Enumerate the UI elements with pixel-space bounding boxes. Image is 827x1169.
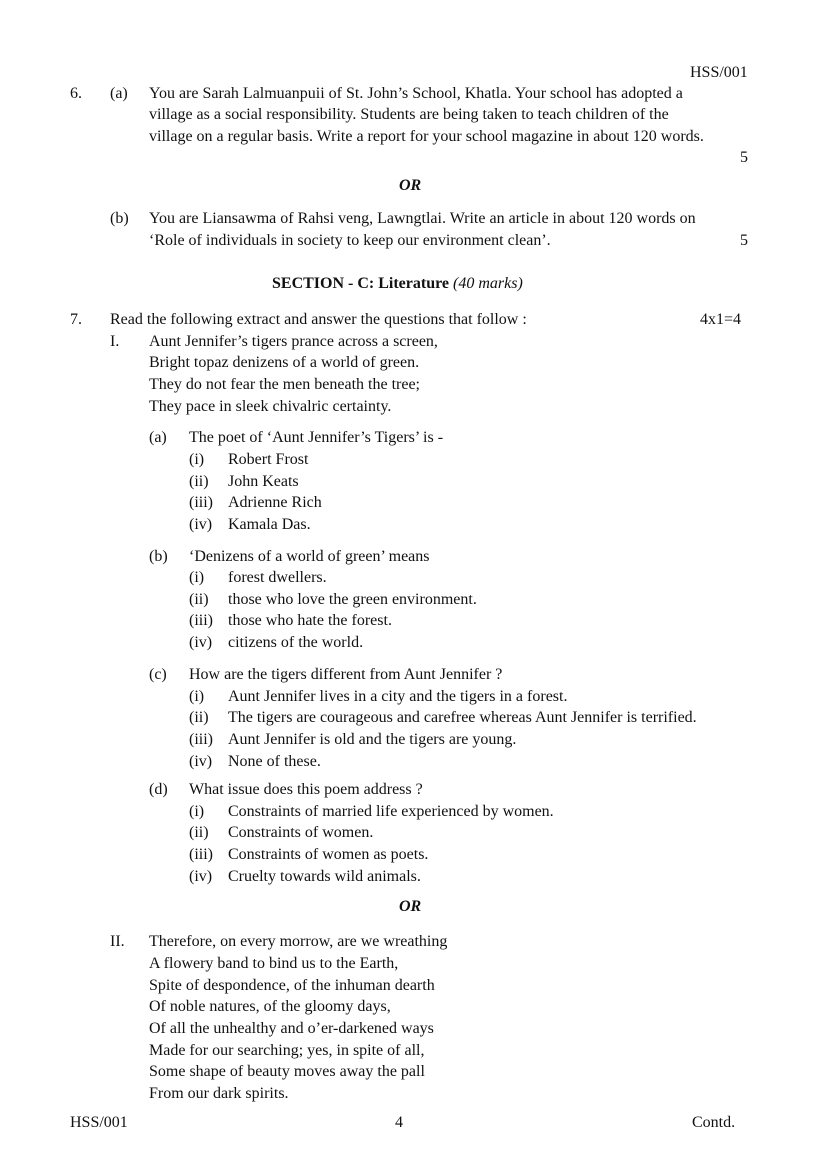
q7c-opt1-text: Aunt Jennifer lives in a city and the tigers in a forest. [228,688,568,705]
section-c-title: SECTION - C: Literature [272,275,450,292]
q7-part1-label: I. [110,333,120,350]
q7d-opt1-text: Constraints of married life experienced by women. [228,803,554,820]
q7-or: OR [399,898,422,915]
q7c-opt2-text: The tigers are courageous and carefree whereas Aunt Jennifer is terrified. [228,709,697,726]
header-code: HSS/001 [690,64,748,81]
q7d-opt2-text: Constraints of women. [228,824,374,841]
section-c-heading [272,274,523,294]
extract1-line-1: Aunt Jennifer’s tigers prance across a screen, [149,333,438,350]
q6b-line-2: ‘Role of individuals in society to keep our environment clean’. [149,232,551,249]
extract2-line-8: From our dark spirits. [149,1085,289,1102]
q6a-marks: 5 [740,149,748,166]
extract2-line-4: Of noble natures, of the gloomy days, [149,998,391,1015]
q7d-opt3-label: (iii) [189,846,213,863]
q6-or: OR [399,177,422,194]
q7a-label: (a) [149,429,167,446]
section-c-marks: (40 marks) [453,275,523,292]
q6b-line-1: You are Liansawma of Rahsi veng, Lawngtlai. Write an article in about 120 words on [149,210,696,227]
q7a-opt1-label: (i) [189,451,205,468]
footer-code: HSS/001 [70,1114,128,1131]
q7c-opt1-label: (i) [189,688,205,705]
q6b-marks: 5 [740,232,748,249]
extract1-line-3: They do not fear the men beneath the tree; [149,376,420,393]
q7-number: 7. [70,311,82,328]
q7a-opt3-text: Adrienne Rich [228,494,322,511]
q7a-text: The poet of ‘Aunt Jennifer’s Tigers’ is - [189,429,444,446]
q6a-label: (a) [110,85,128,102]
q6-number: 6. [70,85,82,102]
q7c-opt4-label: (iv) [189,753,213,770]
q7a-opt2-text: John Keats [228,473,299,490]
q7d-text: What issue does this poem address ? [189,781,423,798]
q7d-opt3-text: Constraints of women as poets. [228,846,429,863]
q7a-opt2-label: (ii) [189,473,209,490]
extract2-line-5: Of all the unhealthy and o’er-darkened ways [149,1020,434,1037]
q7a-opt4-text: Kamala Das. [228,516,311,533]
extract2-line-6: Made for our searching; yes, in spite of all, [149,1042,425,1059]
page-number: 4 [395,1114,403,1131]
q6b-label: (b) [110,210,129,227]
q6a-line-3: village on a regular basis. Write a report for your school magazine in about 120 words. [149,128,704,145]
q7a-opt3-label: (iii) [189,494,213,511]
q6a-line-2: village as a social responsibility. Students are being taken to teach children of the [149,106,669,123]
q7b-opt1-label: (i) [189,569,205,586]
q7d-opt4-text: Cruelty towards wild animals. [228,868,421,885]
q7-marks: 4x1=4 [700,311,742,328]
footer-contd: Contd. [692,1114,736,1131]
q7b-opt2-text: those who love the green environment. [228,591,477,608]
extract1-line-4: They pace in sleek chivalric certainty. [149,398,392,415]
q7c-opt4-text: None of these. [228,753,321,770]
q7b-label: (b) [149,548,168,565]
q7b-text: ‘Denizens of a world of green’ means [189,548,430,565]
q6a-line-1: You are Sarah Lalmuanpuii of St. John’s School, Khatla. Your school has adopted a [149,85,683,102]
extract1-line-2: Bright topaz denizens of a world of green. [149,354,420,371]
q7d-opt2-label: (ii) [189,824,209,841]
q7b-opt4-text: citizens of the world. [228,634,364,651]
q7c-text: How are the tigers different from Aunt Jennifer ? [189,666,503,683]
q7d-opt4-label: (iv) [189,868,213,885]
q7a-opt4-label: (iv) [189,516,213,533]
q7b-opt2-label: (ii) [189,591,209,608]
q7b-opt4-label: (iv) [189,634,213,651]
q7c-opt3-text: Aunt Jennifer is old and the tigers are young. [228,731,517,748]
q7c-opt3-label: (iii) [189,731,213,748]
extract2-line-2: A flowery band to bind us to the Earth, [149,955,399,972]
q7a-opt1-text: Robert Frost [228,451,309,468]
q7c-opt2-label: (ii) [189,709,209,726]
extract2-line-7: Some shape of beauty moves away the pall [149,1063,425,1080]
extract2-line-3: Spite of despondence, of the inhuman dearth [149,977,435,994]
q7d-label: (d) [149,781,168,798]
extract2-line-1: Therefore, on every morrow, are we wreathing [149,933,448,950]
q7-instruction: Read the following extract and answer the questions that follow : [110,311,527,328]
q7b-opt1-text: forest dwellers. [228,569,327,586]
q7b-opt3-text: those who hate the forest. [228,612,392,629]
q7b-opt3-label: (iii) [189,612,213,629]
q7-part2-label: II. [110,933,125,950]
q7d-opt1-label: (i) [189,803,205,820]
q7c-label: (c) [149,666,167,683]
